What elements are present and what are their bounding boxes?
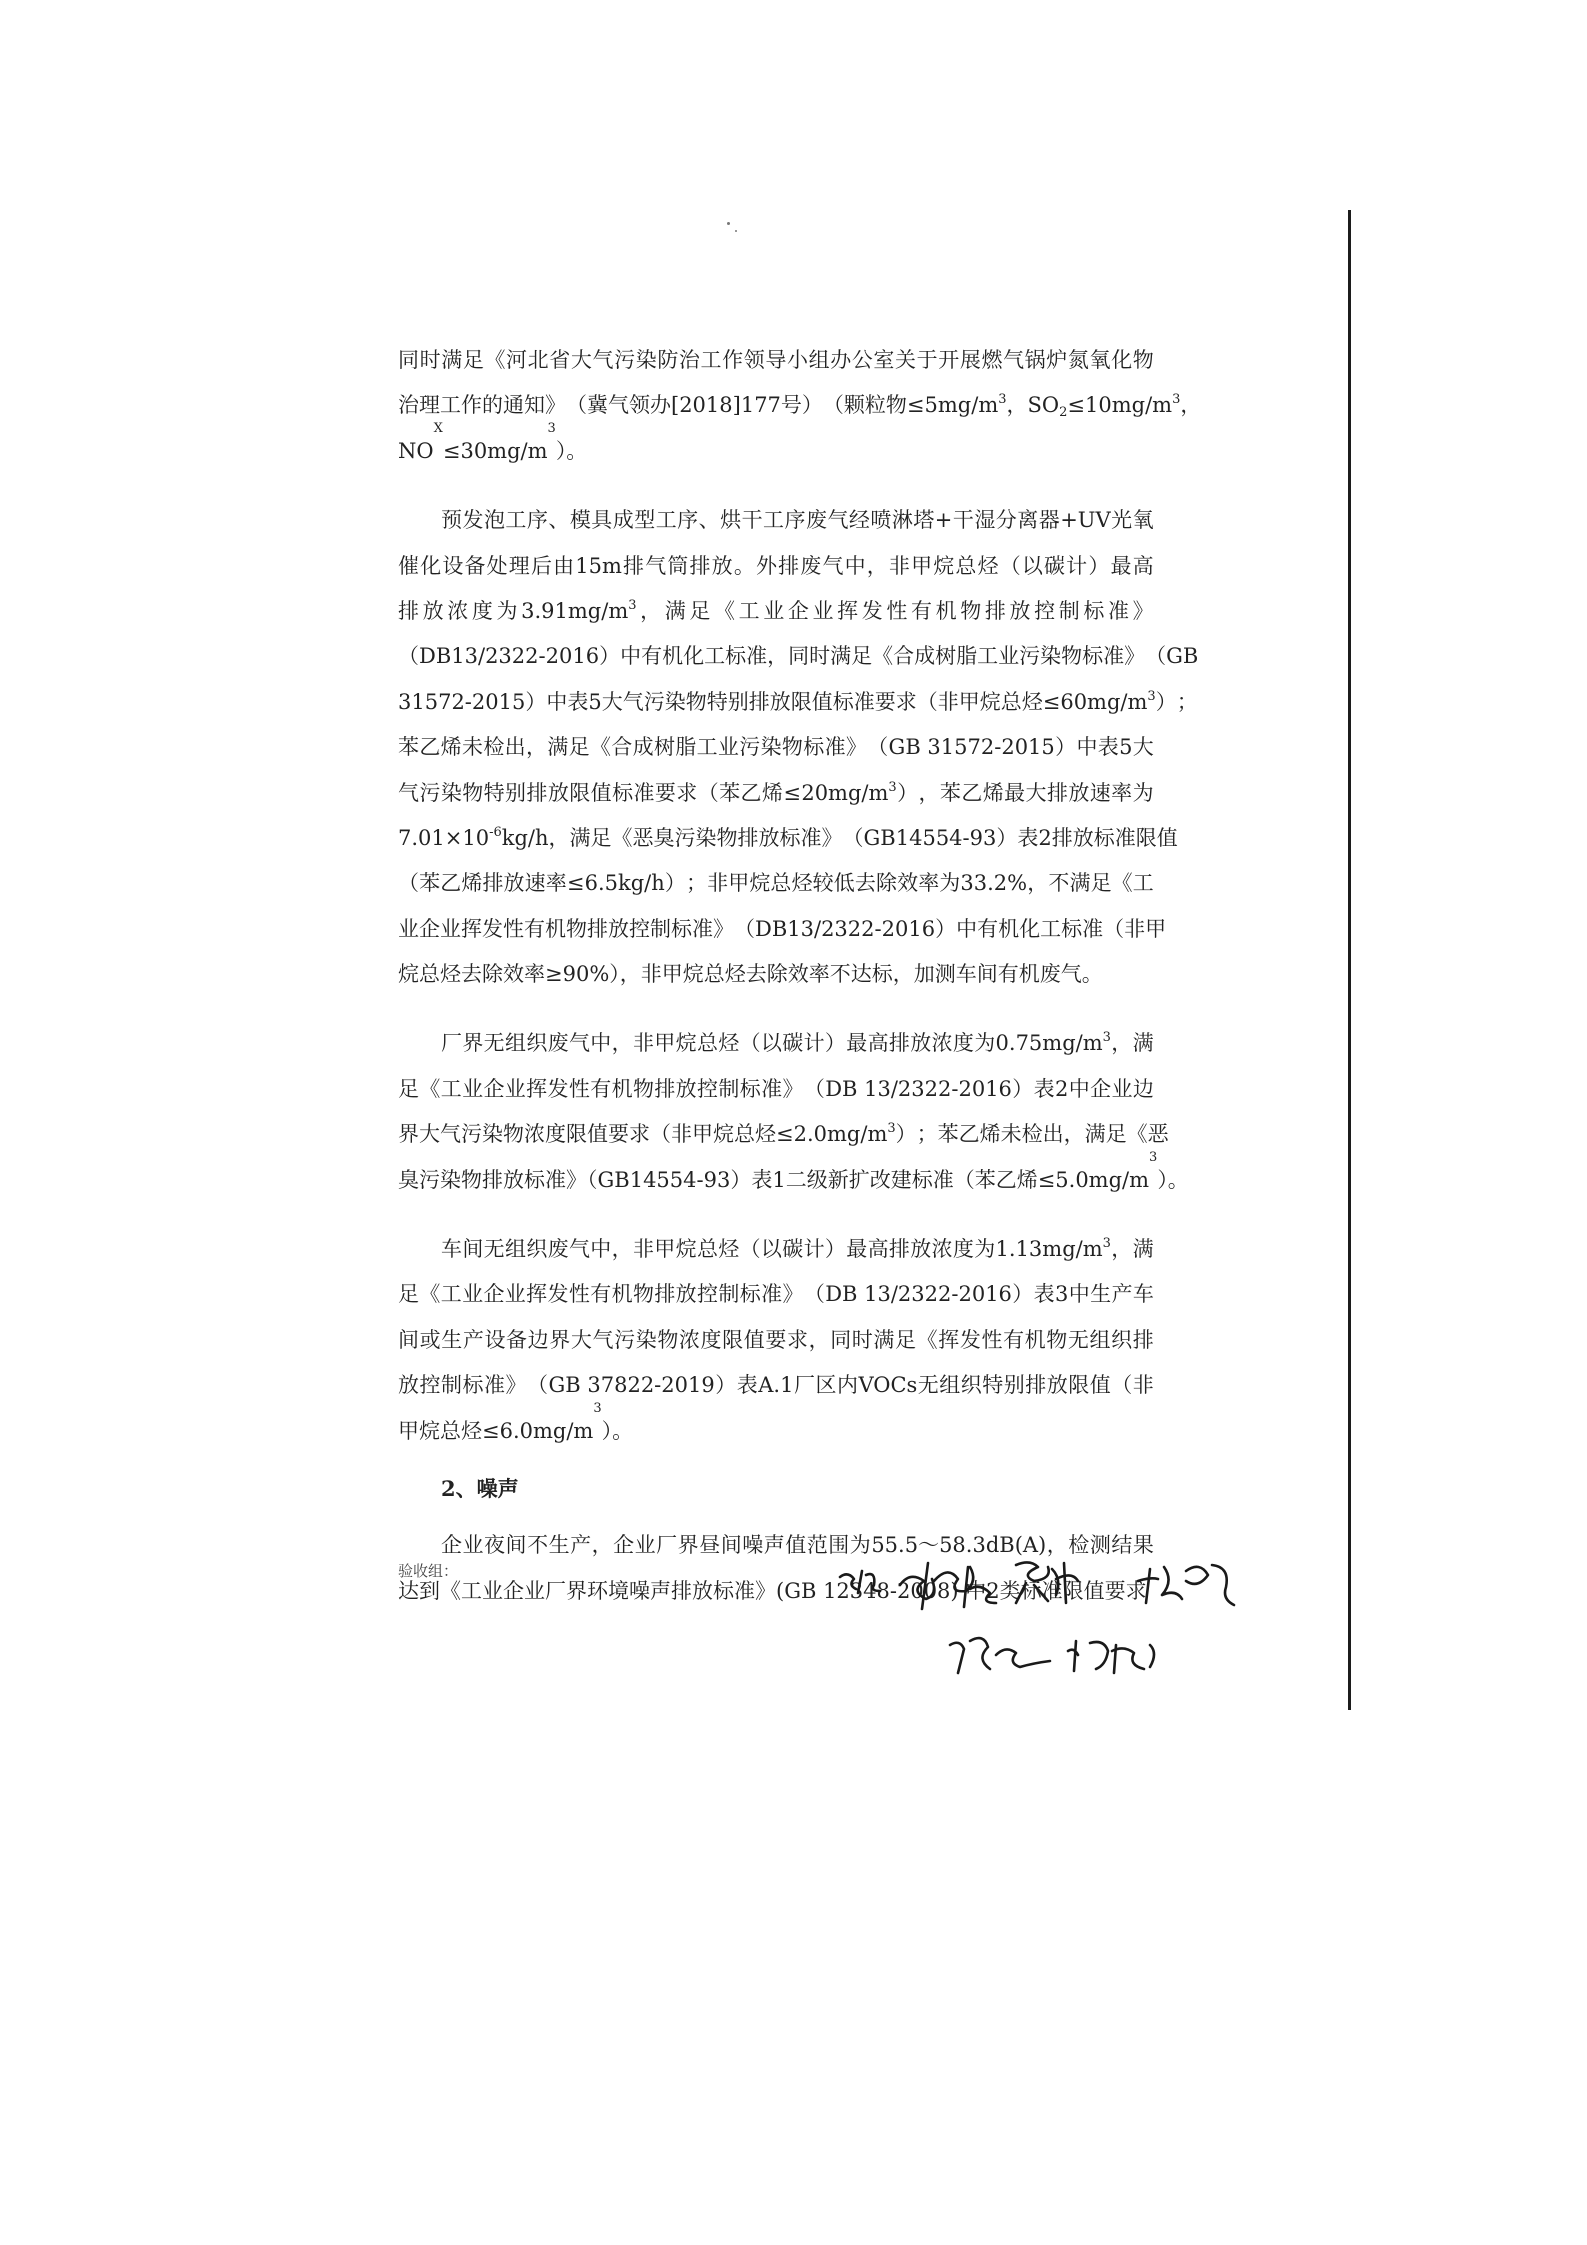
text-line: 预 发 泡 工 序 、 模 具 成 型 工 序 、 烘 干 工 序 废 气 经 喷 淋 塔 + 干 湿 分 离 器 +UV 光 氧 <box>441 508 1154 533</box>
text-line: 苯 乙 烯 未 检 出 ， 满 足 《 合 成 树 脂 工 业 污 染 物 标 准 》 （ GB 31572-2015 ） 中 表 5 大 <box>398 735 1154 760</box>
text-line: NO X ≤30mg/m 3 ）。 <box>398 420 588 463</box>
text-line: 排 放 浓 度 为 $3.91mg/m^3$ ， 满 足 《 工 业 企 业 挥 发 性 有 机 物 排 放 控 制 标 准 》 <box>398 597 1154 623</box>
text-line: 业 企 业 挥 发 性 有 机 物 排 放 控 制 标 准 》 （ DB13/2322-2016 ） 中 有 机 化 工 标 准 （ 非 甲 <box>398 916 1167 941</box>
text-line: $7.01\times 10^{-6}kg/h$ ， 满 足 《 恶 臭 污 染 物 排 放 标 准 》 （ GB14554-93 ） 表 2 排 放 标 准 限 值 <box>398 824 1178 850</box>
text-line: 臭污染物排放标准》（GB14554-93）表1二级新扩改建标准（苯乙烯≤5.0mg/m 3 ）。 <box>398 1149 1189 1192</box>
binding-rule <box>1348 210 1351 1710</box>
text-line: 厂 界 无 组 织 废 气 中 ， 非 甲 烷 总 烃 （ 以 碳 计 ） 最 高 排 放 浓 度 为 $0.75mg/m^3$ ， 满 <box>441 1030 1154 1056</box>
handwritten-signatures <box>820 1545 1320 1695</box>
acceptance-group-label: 验收组： <box>398 1562 459 1580</box>
report-body <box>398 338 1202 1614</box>
text-line: 烷总烃去除效率≥90%），非甲烷总烃去除效率不达标，加测车间有机废气。 <box>398 962 1103 987</box>
text-line: 足 《 工 业 企 业 挥 发 性 有 机 物 排 放 控 制 标 准 》 （ DB 13/2322-2016 ） 表 2 中 企 业 边 <box>398 1076 1154 1101</box>
section-heading: 2、噪声 <box>441 1475 519 1501</box>
text-line: 同 时 满 足 《 河 北 省 大 气 污 染 防 治 工 作 领 导 小 组 办 公 室 关 于 开 展 燃 气 锅 炉 氮 氧 化 物 <box>398 348 1154 372</box>
text-line: （ 苯 乙 烯 排 放 速 率 ≤ 6.5kg/h ） ； 非 甲 烷 总 烃 较 低 去 除 效 率 为 33.2% ， 不 满 足 《 工 <box>398 871 1154 896</box>
text-line: 甲烷总烃≤6.0mg/m 3 ）。 <box>398 1400 634 1443</box>
text-line: 企 业 夜 间 不 生 产 ， 企 业 厂 界 昼 间 噪 声 值 范 围 为 55.5～58.3dB(A) ， 检 测 结 果 <box>441 1533 1154 1558</box>
text-line: 达到《工业企业厂界环境噪声排放标准》(GB 12348-2008) 中2类标准限值要求 <box>398 1578 1147 1603</box>
scan-speck <box>735 230 737 232</box>
text-line: 治 理 工 作 的 通 知 》 （ 冀 气 领 办 [2018]177 号 ） （ 颗 粒 物 ≤ $5mg/m^3$ ， $SO_2$ ≤ $10mg/m^3$ ， <box>398 392 1202 421</box>
text-line: 足 《 工 业 企 业 挥 发 性 有 机 物 排 放 控 制 标 准 》 （ DB 13/2322-2016 ） 表 3 中 生 产 车 <box>398 1282 1154 1307</box>
text-line: 间 或 生 产 设 备 边 界 大 气 污 染 物 浓 度 限 值 要 求 ， 同 时 满 足 《 挥 发 性 有 机 物 无 组 织 排 <box>398 1327 1154 1352</box>
text-line: 31572-2015 ） 中 表 5 大 气 污 染 物 特 别 排 放 限 值 标 准 要 求 （ 非 甲 烷 总 烃 ≤ $60mg/m^3$ ） ； <box>398 688 1198 714</box>
text-line: 气 污 染 物 特 别 排 放 限 值 标 准 要 求 （ 苯 乙 烯 ≤ $20mg/m^3$ ） ， 苯 乙 烯 最 大 排 放 速 率 为 <box>398 779 1154 805</box>
text-line: 催 化 设 备 处 理 后 由 15m 排 气 筒 排 放 。 外 排 废 气 中 ， 非 甲 烷 总 烃 （ 以 碳 计 ） 最 高 <box>398 553 1154 578</box>
text-line: （ DB13/2322-2016 ） 中 有 机 化 工 标 准 ， 同 时 满 足 《 合 成 树 脂 工 业 污 染 物 标 准 》 （ GB <box>398 644 1199 669</box>
text-line: 放 控 制 标 准 》 （ GB 37822-2019 ） 表 A.1 厂 区 内 VOCs 无 组 织 特 别 排 放 限 值 （ 非 <box>398 1373 1154 1398</box>
text-line: 界 大 气 污 染 物 浓 度 限 值 要 求 （ 非 甲 烷 总 烃 ≤ $2.0mg/m^3$ ） ； 苯 乙 烯 未 检 出 ， 满 足 《 恶 <box>398 1121 1169 1147</box>
text-line: 车 间 无 组 织 废 气 中 ， 非 甲 烷 总 烃 （ 以 碳 计 ） 最 高 排 放 浓 度 为 $1.13mg/m^3$ ， 满 <box>441 1236 1154 1262</box>
scan-speck <box>727 222 730 225</box>
